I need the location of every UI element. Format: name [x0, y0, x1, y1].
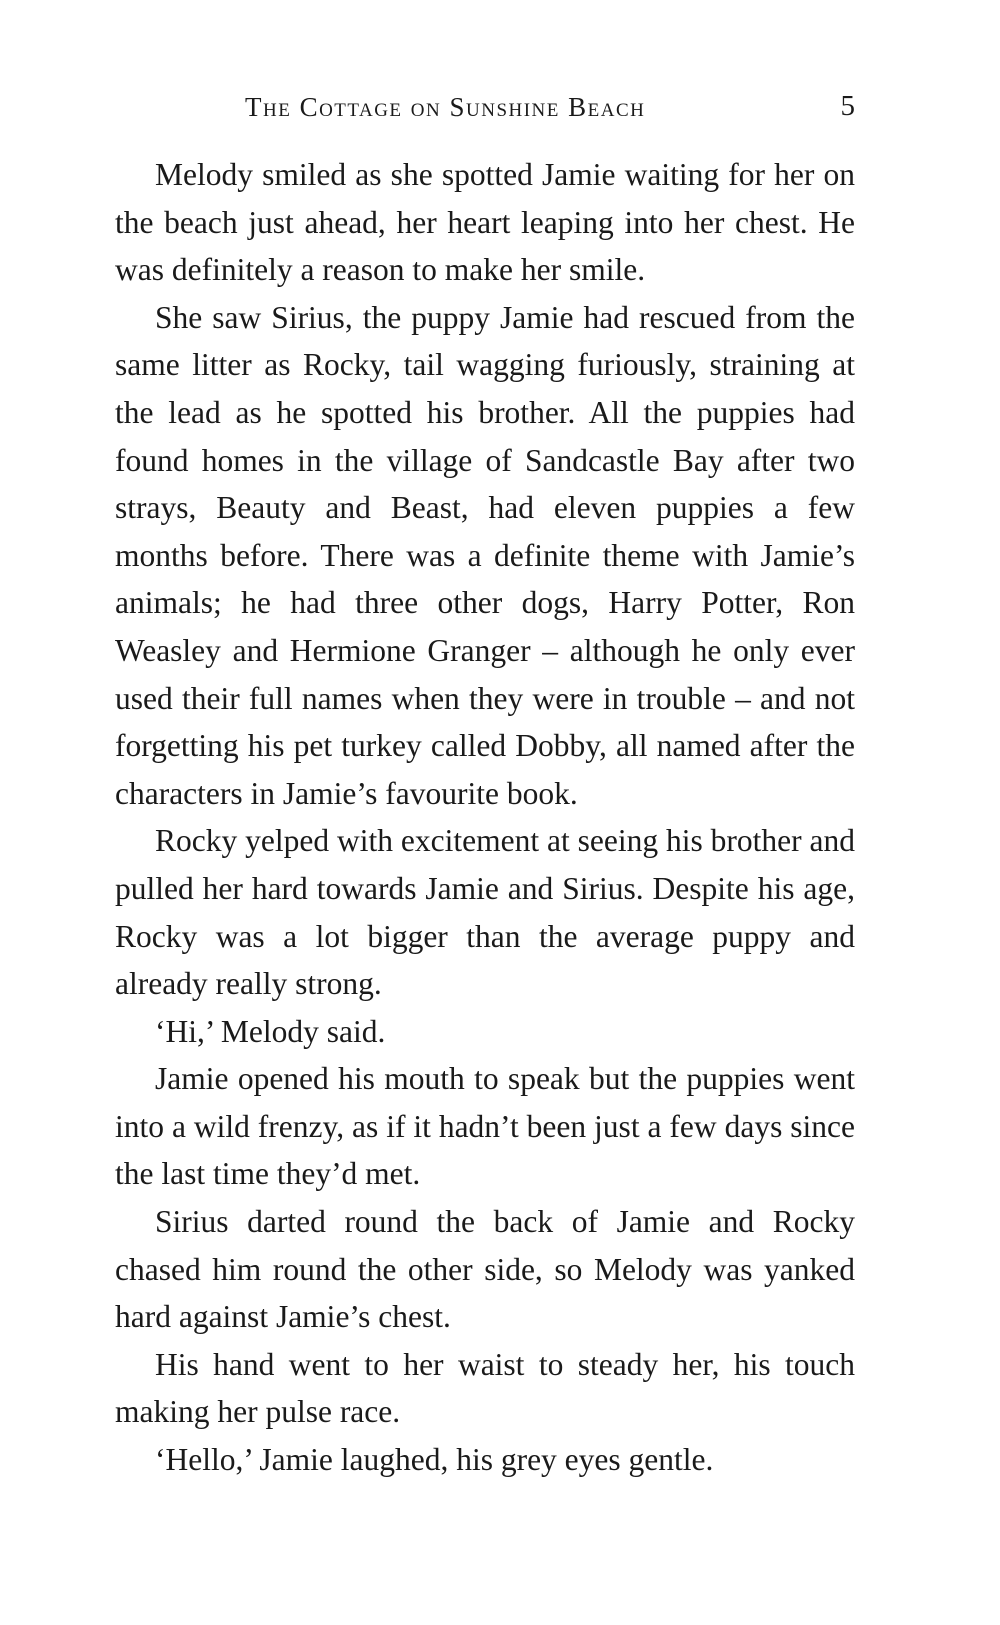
paragraph: Sirius darted round the back of Jamie and Rocky chased him round the other side, so Melody was yanked hard against Jamie’s chest. [115, 1204, 855, 1335]
running-title: The Cottage on Sunshine Beach [245, 92, 646, 122]
paragraph: Melody smiled as she spotted Jamie waiting for her on the beach just ahead, her heart leaping into her chest. He was definitely a reason to make her smile. [115, 157, 855, 288]
paragraph: Rocky yelped with excitement at seeing his brother and pulled her hard towards Jamie and Sirius. Despite his age, Rocky was a lot bigger than the average puppy and already really strong. [115, 823, 855, 1002]
body-text [115, 151, 855, 1484]
paragraph: His hand went to her waist to steady her, his touch making her pulse race. [115, 1346, 855, 1430]
paragraph: ‘Hi,’ Melody said. [155, 1013, 386, 1049]
paragraph: Jamie opened his mouth to speak but the puppies went into a wild frenzy, as if it hadn’t been just a few days since the last time they’d met. [115, 1061, 855, 1192]
paragraph: ‘Hello,’ Jamie laughed, his grey eyes gentle. [155, 1442, 714, 1478]
paragraph: She saw Sirius, the puppy Jamie had rescued from the same litter as Rocky, tail wagging furiously, straining at the lead as he spotted his brother. All the puppies had found homes in the village of Sandcastle Bay after two strays, Beauty and Beast, had eleven puppies a few months before. There was a definite theme with Jamie’s animals; he had three other dogs, Harry Potter, Ron Weasley and Hermione Granger – although he only ever used their full names when they were in trouble – and not forgetting his pet turkey called Dobby, all named after the characters in Jamie’s favourite book. [115, 299, 855, 811]
page-number: 5 [840, 90, 855, 122]
running-header [115, 90, 855, 130]
